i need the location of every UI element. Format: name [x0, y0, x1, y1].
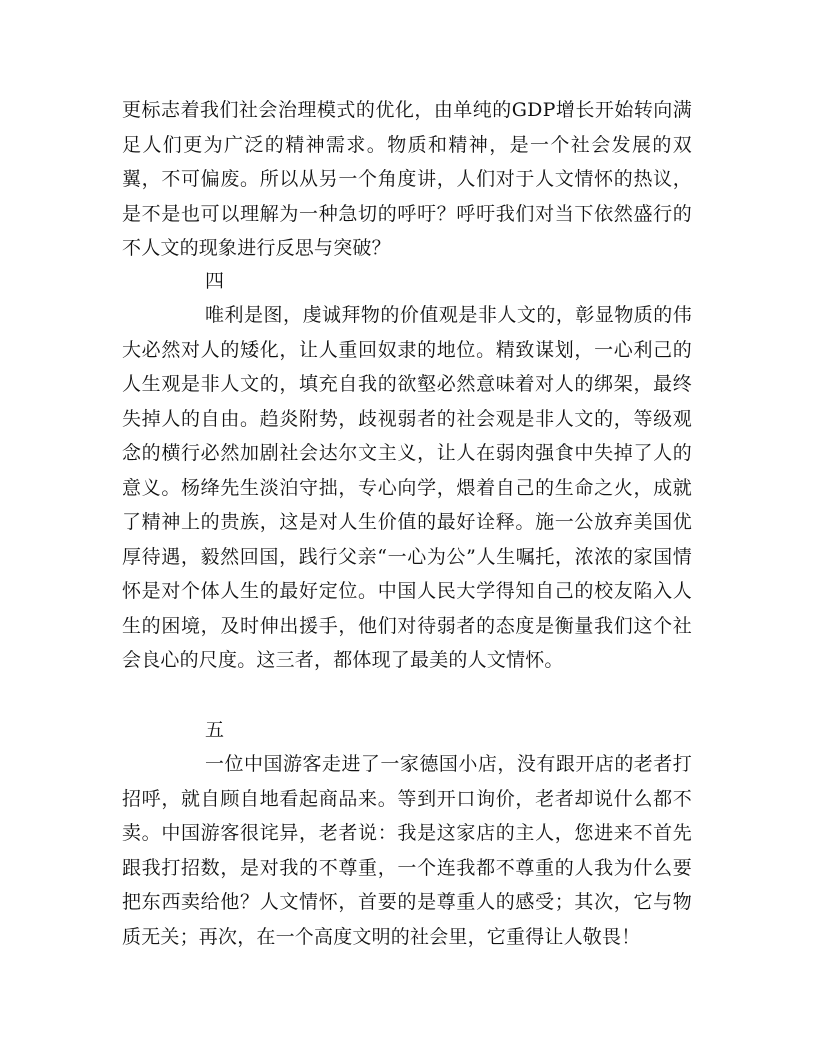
body-paragraph-2: 唯利是图，虔诚拜物的价值观是非人文的，彰显物质的伟大必然对人的矮化，让人重回奴隶的地位。精致谋划，一心利己的人生观是非人文的，填充自我的欲壑必然意味着对人的绑架，最终失掉人的自由。趋炎附势，歧视弱者的社会观是非人文的，等级观念的横行必然加剧社会达尔文主义，让人在弱肉强食中失掉了人的意义。杨绛先生淡泊守拙，专心向学，煨着自己的生命之火，成就了精神上的贵族，这是对人生价值的最好诠释。施一公放弃美国优厚待遇，毅然回国，践行父亲“一心为公”人生嘱托，浓浓的家国情怀是对个体人生的最好定位。中国人民大学得知自己的校友陷入人生的困境，及时伸出援手，他们对待弱者的态度是衡量我们这个社会良心的尺度。这三者，都体现了最美的人文情怀。	[122, 304, 692, 671]
body-paragraph-3: 一位中国游客走进了一家德国小店，没有跟开店的老者打招呼，就自顾自地看起商品来。等到开口询价，老者却说什么都不卖。中国游客很诧异，老者说：我是这家店的主人，您进来不首先跟我打招数，是对我的不尊重，一个连我都不尊重的人我为什么要把东西卖给他？人文情怀，首要的是尊重人的感受；其次，它与物质无关；再次，在一个高度文明的社会里，它重得让人敬畏！	[122, 753, 692, 948]
section-heading-4: 四	[205, 270, 225, 292]
section-heading-5: 五	[205, 719, 225, 741]
body-paragraph-1: 更标志着我们社会治理模式的优化，由单纯的GDP增长开始转向满足人们更为广泛的精神需求。物质和精神，是一个社会发展的双翼，不可偏废。所以从另一个角度讲，人们对于人文情怀的热议，是不是也可以理解为一种急切的呼吁？呼吁我们对当下依然盛行的不人文的现象进行反思与突破？	[122, 99, 692, 259]
